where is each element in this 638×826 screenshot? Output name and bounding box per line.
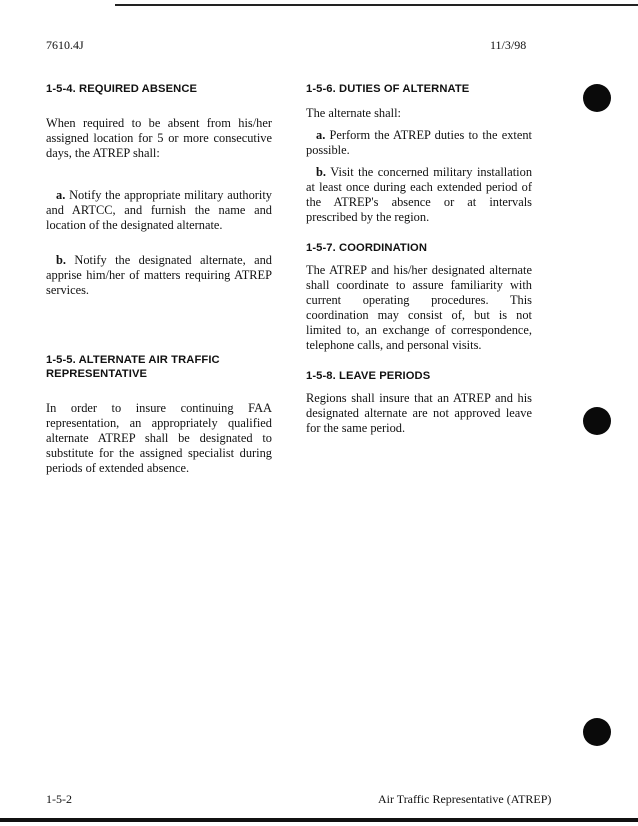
top-rule (115, 4, 638, 6)
duties-item-a (306, 128, 532, 158)
required-absence-body: When required to be absent from his/her assigned location for 5 or more consecutive days, the ATREP shall: (46, 116, 272, 160)
section-heading-leave-periods: 1-5-8. LEAVE PERIODS (306, 370, 431, 382)
left-column (46, 82, 272, 476)
leave-periods-body: Regions shall insure that an ATREP and his designated alternate are not approved leave for the same period. (306, 391, 532, 435)
alternate-representative-body: In order to insure continuing FAA representation, an appropriately qualified alternate ATREP shall be designated to substitute for the assigned specialist during periods of extended absence. (46, 401, 272, 475)
duties-item-b (306, 165, 532, 225)
duties-intro: The alternate shall: (306, 106, 401, 120)
right-column (306, 82, 532, 436)
coordination-body: The ATREP and his/her designated alternate shall coordinate to assure familiarity with current operating procedures. This coordination may consist of, but is not limited to, an exchange of correspondence, telephone calls, and personal visits. (306, 263, 532, 352)
item-lead-a: a. (56, 188, 66, 202)
duties-lead-b: b. (316, 165, 326, 179)
section-heading-duties-of-alternate: 1-5-6. DUTIES OF ALTERNATE (306, 83, 470, 95)
item-text-a: Notify the appropriate military authority and ARTCC, and furnish the name and location of the designated alternate. (46, 188, 272, 232)
punch-hole-middle (583, 407, 611, 435)
punch-hole-bottom (583, 718, 611, 746)
section-heading-required-absence: 1-5-4. REQUIRED ABSENCE (46, 83, 198, 95)
duties-text-a: Perform the ATREP duties to the extent possible. (306, 128, 532, 157)
item-text-b: Notify the designated alternate, and apprise him/her of matters requiring ATREP services. (46, 253, 273, 297)
section-heading-alternate-representative: 1-5-5. ALTERNATE AIR TRAFFIC REPRESENTATIVE (46, 354, 220, 380)
header-doc-id: 7610.4J (46, 38, 84, 52)
required-absence-item-b (46, 253, 272, 298)
punch-hole-top (583, 84, 611, 112)
footer-page-number: 1-5-2 (46, 792, 72, 806)
duties-lead-a: a. (316, 128, 326, 142)
duties-text-b: Visit the concerned military installation at least once during each extended period of the ATREP's absence or at intervals prescribed by the region. (306, 165, 533, 224)
header-date: 11/3/98 (490, 38, 527, 52)
required-absence-item-a (46, 188, 272, 233)
footer-title: Air Traffic Representative (ATREP) (378, 792, 552, 806)
section-heading-coordination: 1-5-7. COORDINATION (306, 242, 428, 254)
bottom-rule (0, 818, 638, 822)
item-lead-b: b. (56, 253, 66, 267)
